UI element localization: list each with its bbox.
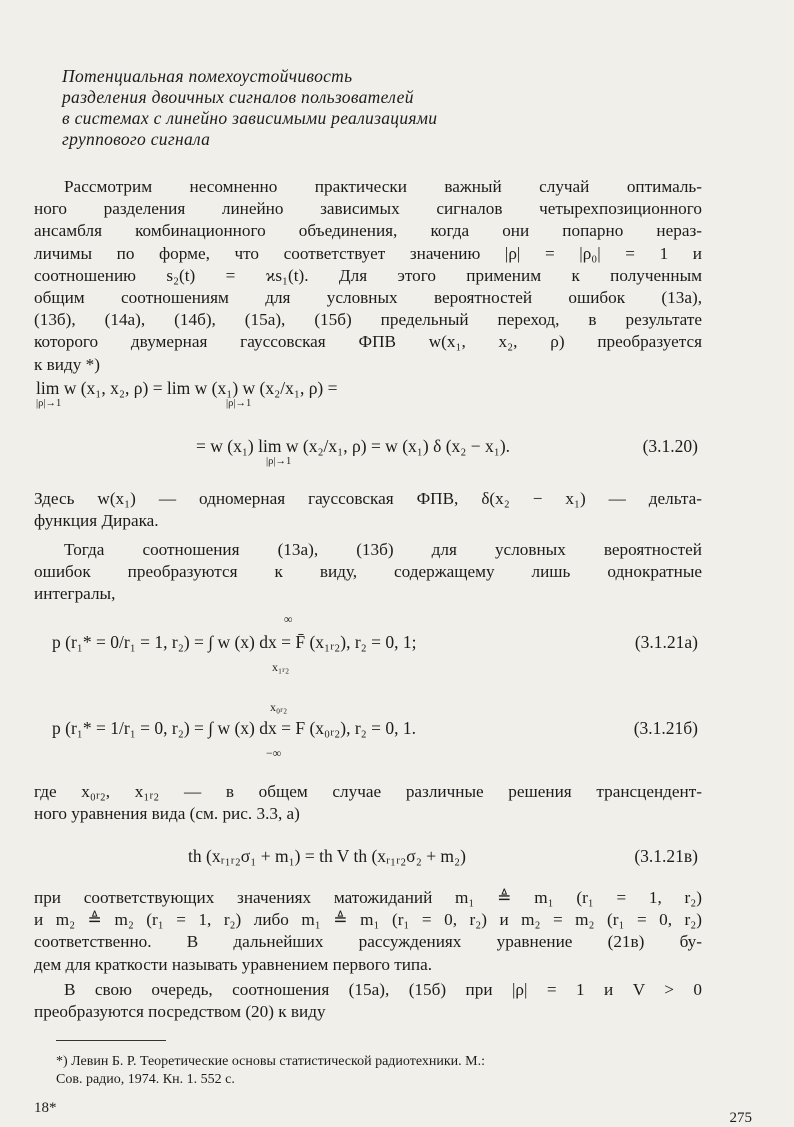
equation-number: (3.1.21а) <box>634 632 698 652</box>
title-line: в системах с линейно зависимыми реализациями <box>62 108 438 128</box>
page-number: 275 <box>729 1110 752 1126</box>
equation-3-1-21v: th (xᵣ₁ᵣ₂σ₁ + m₁) = th V th (xᵣ₁ᵣ₂σ₂ + m₂) <box>188 846 466 866</box>
equation-text: = w (x₁) lim w (x₂/x₁, ρ) = w (x₁) δ (x₂ − x₁). <box>196 436 511 456</box>
footnote-rule <box>56 1040 166 1041</box>
paragraph-dirac <box>34 488 702 532</box>
text-line: общим соотношениям для условных вероятностей ошибок (13а), <box>34 288 702 308</box>
paragraph-transcendent <box>34 781 702 825</box>
lim-subscript <box>36 398 61 409</box>
integral-lower-limit: −∞ <box>266 746 282 760</box>
integral-lower-limit: x₁ᵣ₂ <box>272 660 290 674</box>
text-line: при соответствующих значениях матожиданий m₁ ≜ m₁ (r₁ = 1, r₂) <box>34 888 702 907</box>
text-line: и m₂ ≜ m₂ (r₁ = 1, r₂) либо m₁ ≜ m₁ (r₁ = 0, r₂) и m₂ = m₂ (r₁ = 0, r₂) <box>34 910 702 930</box>
title-line: Потенциальная помехоустойчивость <box>62 66 353 86</box>
equation-3-1-20-line2 <box>196 436 510 457</box>
lim-subscript-text: |ρ|→1 <box>266 456 292 467</box>
text-line: интегралы, <box>34 584 116 604</box>
text-line: где x₀ᵣ₂, x₁ᵣ₂ — в общем случае различные решения трансцендент- <box>34 782 702 801</box>
text-line: которого двумерная гауссовская ФПВ w(x₁, x₂, ρ) преобразуется <box>34 332 702 352</box>
equation-number: (3.1.20) <box>642 436 698 456</box>
text-line: Тогда соотношения (13а), (13б) для условных вероятностей <box>64 540 702 559</box>
text-line: Рассмотрим несомненно практически важный случай оптималь- <box>64 177 702 196</box>
text-line: (13б), (14а), (14б), (15а), (15б) предельный переход, в результате <box>34 310 702 330</box>
text-line: преобразуются посредством (20) к виду <box>34 1002 326 1022</box>
text-line: функция Дирака. <box>34 511 159 531</box>
text-line: ошибок преобразуются к виду, содержащему лишь однократные <box>34 562 702 582</box>
paragraph-intro <box>34 176 702 376</box>
text-line: ансамбля комбинационного объединения, когда они попарно нераз- <box>34 221 702 241</box>
equation-number: (3.1.21б) <box>633 718 698 738</box>
title-line: группового сигнала <box>62 129 211 149</box>
equation-3-1-21a: p (r₁* = 0/r₁ = 1, r₂) = ∫ w (x) dx = F̄ (x₁ᵣ₂), r₂ = 0, 1; <box>52 632 417 652</box>
footnote-line: *) Левин Б. Р. Теоретические основы статистической радиотехники. М.: <box>56 1054 485 1069</box>
text-line: соответственно. В дальнейших рассуждениях уравнение (21в) бу- <box>34 932 702 952</box>
text-line: личимы по форме, что соответствует значению |ρ| = |ρ₀| = 1 и <box>34 243 702 263</box>
text-line: Здесь w(x₁) — одномерная гауссовская ФПВ, δ(x₂ − x₁) — дельта- <box>34 489 702 508</box>
text-line: ного разделения линейно зависимых сигналов четырехпозиционного <box>34 199 702 219</box>
lim-subscript <box>226 398 251 409</box>
text-line: ного уравнения вида (см. рис. 3.3, а) <box>34 804 300 824</box>
equation-3-1-21b: p (r₁* = 1/r₁ = 0, r₂) = ∫ w (x) dx = F (x₀ᵣ₂), r₂ = 0, 1. <box>52 718 417 738</box>
equation-number: (3.1.21в) <box>634 846 698 866</box>
title-line: разделения двоичных сигналов пользователей <box>62 87 414 107</box>
text-line: к виду *) <box>34 354 100 374</box>
paragraph-transform <box>34 979 702 1023</box>
lim-subscript-text: |ρ|→1 <box>226 398 252 409</box>
footnote <box>56 1053 702 1089</box>
footnote-line: Сов. радио, 1974. Кн. 1. 552 с. <box>56 1072 235 1087</box>
text-line: В свою очередь, соотношения (15а), (15б) при |ρ| = 1 и V > 0 <box>64 980 702 999</box>
lim-subscript <box>266 456 291 467</box>
signature-mark: 18* <box>34 1100 57 1116</box>
lim-subscript-text: |ρ|→1 <box>36 398 62 409</box>
paragraph-expectations <box>34 887 702 976</box>
integral-upper-limit: x₀ᵣ₂ <box>270 700 288 714</box>
integral-upper-limit: ∞ <box>284 612 293 626</box>
text-line: соотношению s₂(t) = ϰs₁(t). Для этого применим к полученным <box>34 265 702 285</box>
equation-text: lim w (x₁, x₂, ρ) = lim w (x₁) w (x₂/x₁, ρ) = <box>36 378 338 398</box>
paragraph-integrals <box>34 539 702 606</box>
text-line: дем для краткости называть уравнением первого типа. <box>34 954 433 974</box>
section-title <box>62 66 622 150</box>
equation-3-1-20-line1 <box>36 378 338 399</box>
